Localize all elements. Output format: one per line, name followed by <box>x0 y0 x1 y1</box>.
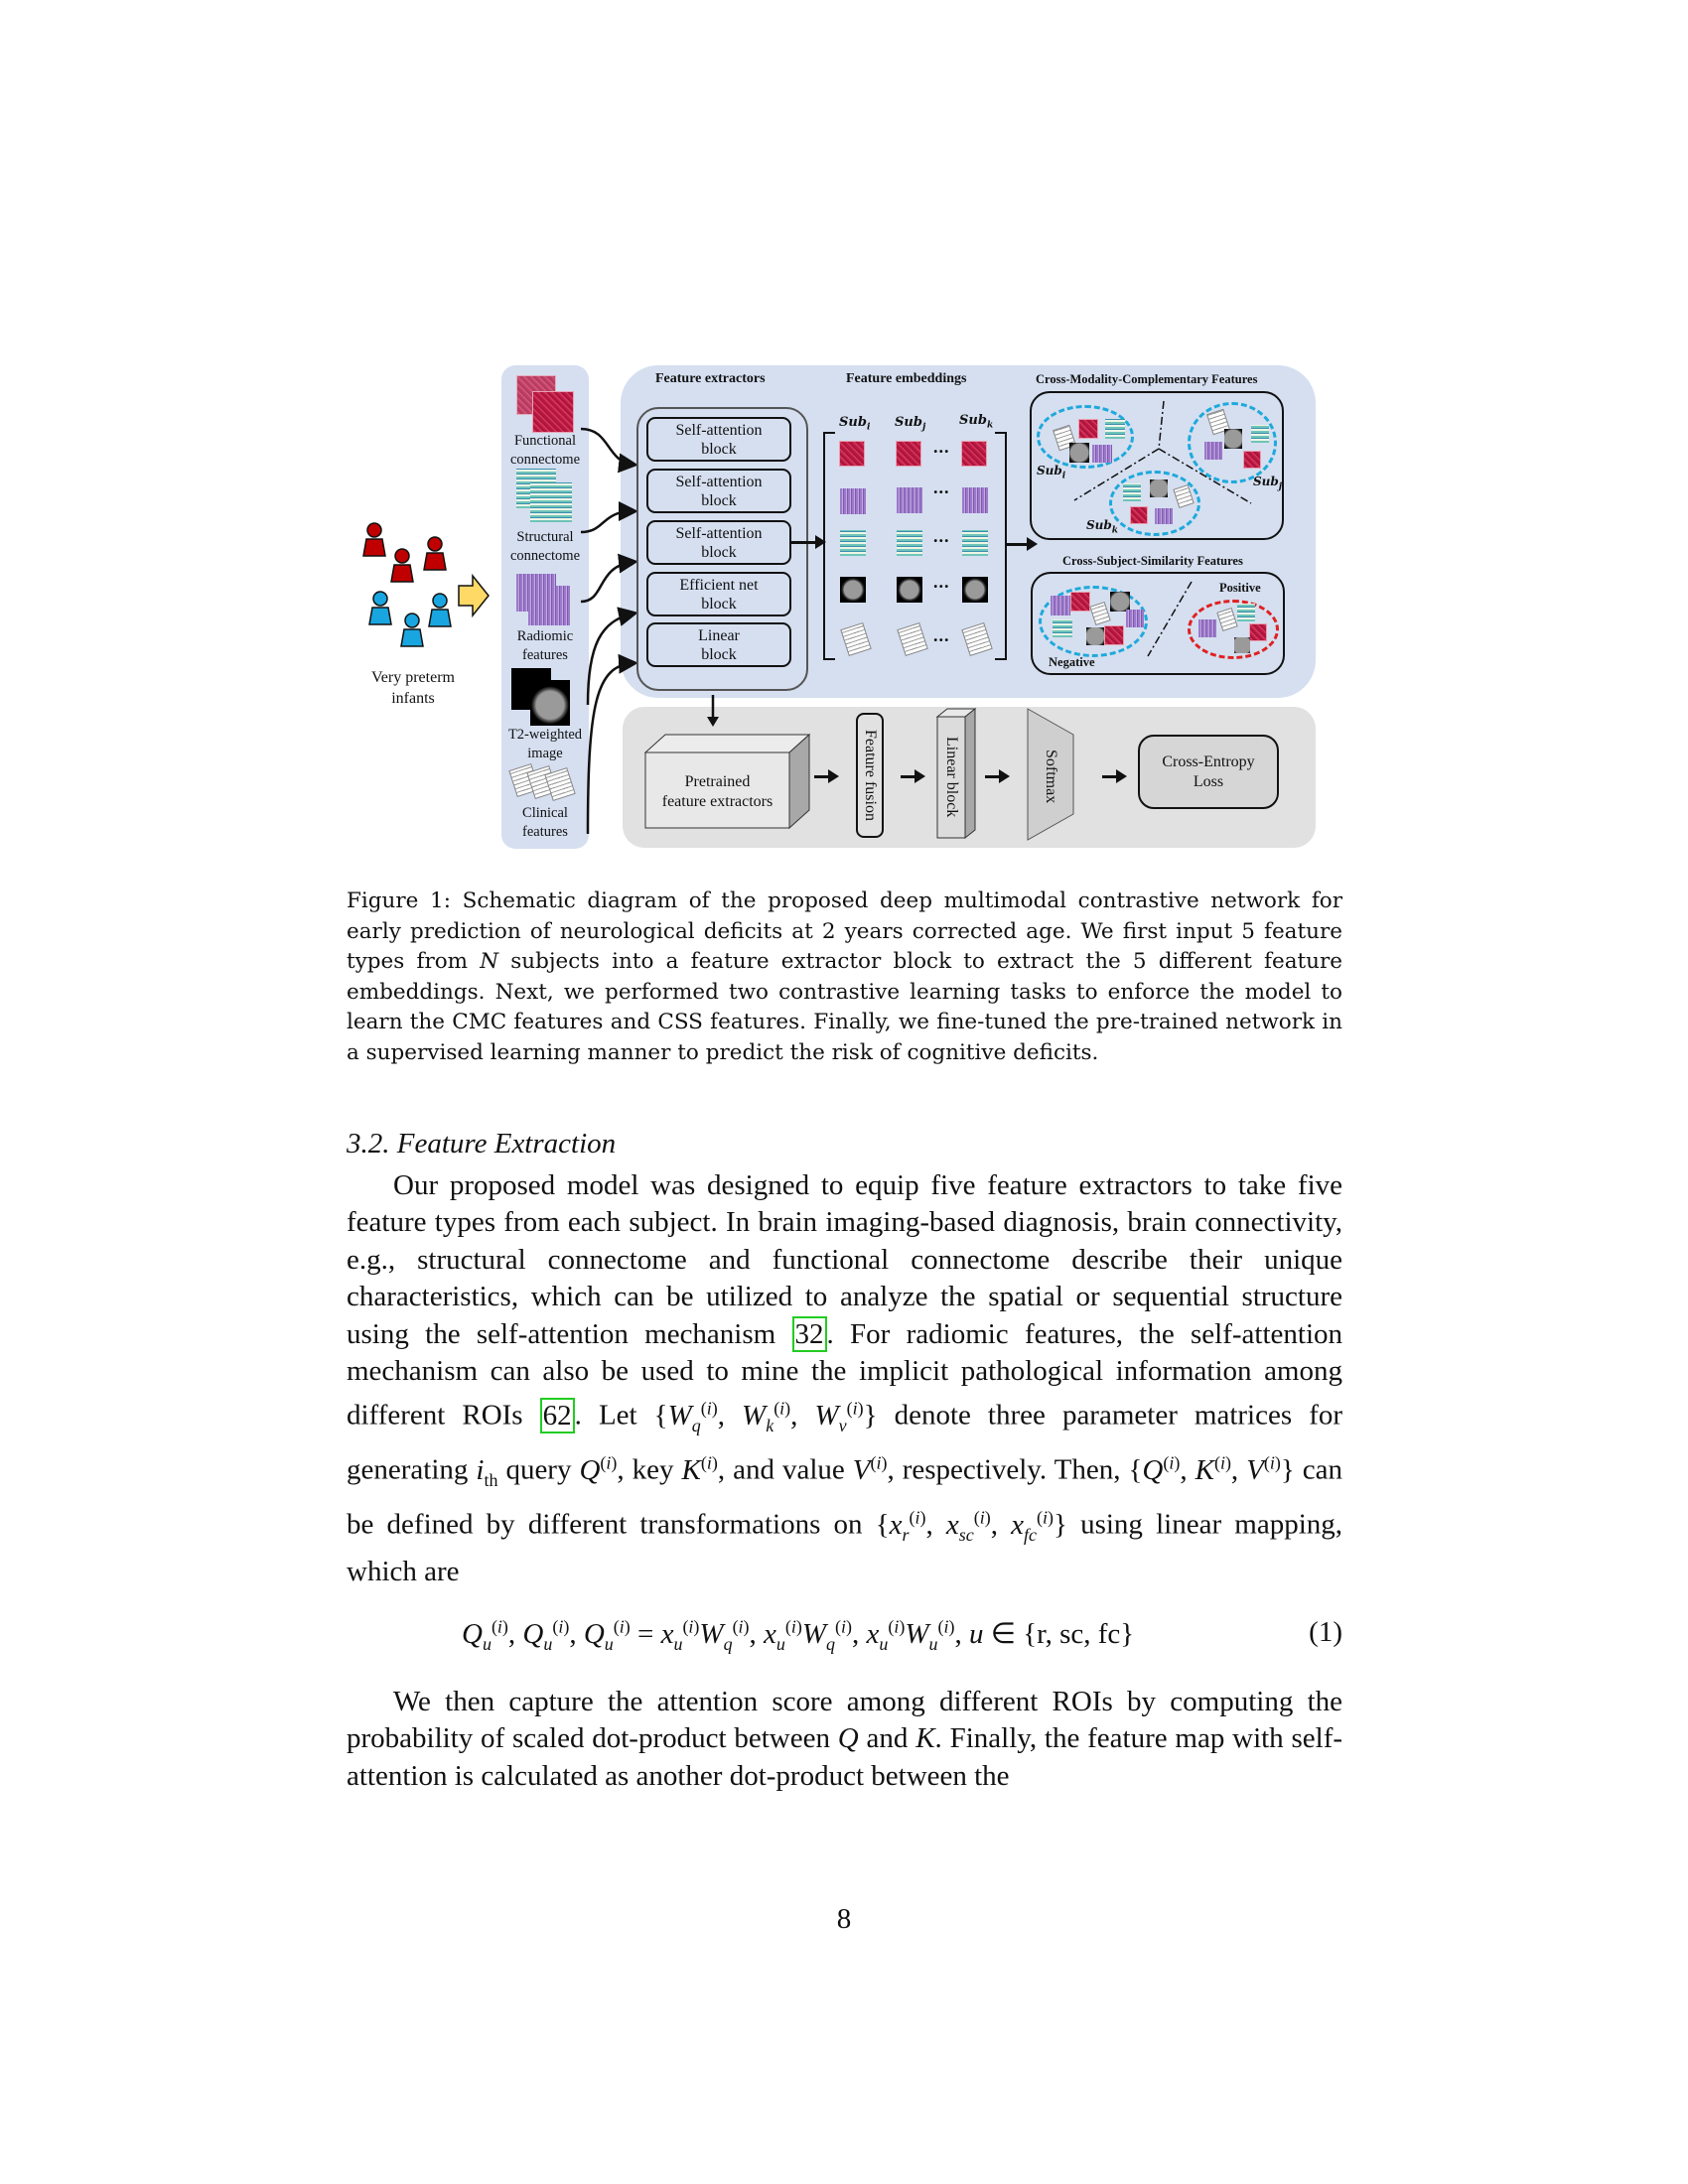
extractor-block-self-attention-2: Self-attention block <box>646 469 791 513</box>
section-title: 3.2. Feature Extraction <box>347 1128 617 1160</box>
sc-icon <box>1251 425 1269 443</box>
subjects-label: Very preterm infants <box>371 669 455 707</box>
ellipsis: ... <box>933 437 950 457</box>
fc-icon <box>1243 451 1261 469</box>
math-qkv-set: {$Q^{(i)}$, $K^{(i)}$, $V^{(i)}$} <box>1128 1452 1295 1486</box>
embedding-subject-i: Sub$_i$ <box>839 415 871 433</box>
equation-body: $Q_u^{(i)}$, $Q_u^{(i)}$, $Q_u^{(i)} = x_u^{(i)}W_q^{(i)}$, $x_u^{(i)}W_q^{(i)}$, $x_u^{(i)}W_u^{(i)}$, u ∈ {r, sc, fc} <box>462 1616 1135 1654</box>
rad-icon <box>1198 619 1216 637</box>
softmax-block <box>1036 717 1065 836</box>
input-label-functional: Functional connectome <box>509 433 581 468</box>
cross-entropy-loss-block: Cross-Entropy Loss <box>1138 735 1279 809</box>
feature-embeddings-title: Feature embeddings <box>846 371 967 386</box>
embedding-t2-i <box>840 577 866 603</box>
caption-var-n: N <box>480 949 499 974</box>
input-label-t2: T2-weighted image <box>507 727 583 761</box>
css-negative-label: Negative <box>1049 655 1095 669</box>
embedding-rad-j <box>897 487 922 513</box>
rad-icon <box>1051 596 1070 615</box>
para-text: can be defined by different transformations on <box>347 1453 1343 1541</box>
linear-block <box>937 717 965 838</box>
caption-text: Schematic diagram of the proposed deep multimodal contrastive network for early prediction of neurological deficits at 2 years corrected age. We first input 5 feature types from <box>347 888 1342 974</box>
arrow-to-embeddings <box>791 541 817 544</box>
sc-icon <box>1053 619 1072 637</box>
caption-text: subjects into a feature extractor block to extract the 5 different feature embeddings. Next, we performed two contrastive learning tasks to enforce the model to learn the CMC features and CSS features. Finally, we fine-tuned the pre-trained network in a supervised learning manner to predict the risk of cognitive deficits. <box>347 949 1342 1065</box>
rad-icon <box>1126 610 1144 627</box>
mri-brain-icon <box>1150 479 1168 497</box>
equation-number: (1) <box>1309 1616 1342 1648</box>
rad-icon <box>1092 445 1112 463</box>
equation-1 <box>347 1616 1342 1660</box>
embedding-sc-j <box>897 530 922 556</box>
math-value: $V^{(i)}$ <box>852 1452 888 1486</box>
linear-block-label: Linear block <box>943 737 960 818</box>
rad-icon <box>1204 442 1222 460</box>
cmc-label-sub-k: Sub$_k$ <box>1086 518 1119 536</box>
math-key: $K^{(i)}$ <box>681 1452 718 1486</box>
embedding-t2-j <box>897 577 922 603</box>
embeddings-bracket-right <box>995 432 1007 660</box>
embedding-subject-k: Sub$_k$ <box>959 413 994 431</box>
math-var-q: Q <box>837 1722 859 1755</box>
mri-brain-icon <box>1224 429 1242 449</box>
extractor-block-self-attention-3: Self-attention block <box>646 520 791 565</box>
infants-people-icon <box>357 516 467 665</box>
input-label-radiomic: Radiomic features <box>516 628 574 663</box>
input-label-clinical: Clinical features <box>522 805 568 840</box>
cmc-title: Cross-Modality-Complementary Features <box>1036 372 1258 386</box>
mri-brain-icon <box>1234 637 1250 653</box>
figure-caption <box>347 887 1342 1068</box>
para-text: . Let <box>574 1400 654 1433</box>
equation-set: {r, sc, fc} <box>1023 1618 1135 1650</box>
embedding-fc-i <box>839 441 865 467</box>
mri-brain-icon <box>530 680 570 726</box>
paragraph-2 <box>347 1684 1342 1795</box>
ellipsis: ... <box>933 478 950 497</box>
fc-icon <box>1078 419 1098 439</box>
ellipsis: ... <box>933 572 950 592</box>
structural-connectome-matrix-icon <box>530 482 572 522</box>
math-query: $Q^{(i)}$ <box>579 1452 618 1486</box>
extractor-block-self-attention-1: Self-attention block <box>646 417 791 462</box>
arrow-to-contrastive <box>1005 543 1029 546</box>
citation-62[interactable]: 62 <box>540 1398 575 1433</box>
arrow-to-fusion <box>814 775 830 778</box>
embedding-subject-j: Sub$_j$ <box>895 415 926 433</box>
mri-brain-icon <box>1086 627 1104 645</box>
embedding-sc-k <box>962 530 988 556</box>
feature-fusion-label: Feature fusion <box>862 730 879 821</box>
para-text: Our proposed model was designed to equip five feature extractors to take five feature types from each subject. In brain imaging-based diagnosis, brain connectivity, e.g., structural connectome and functional connectome describe their unique characteristics, which can be utilized to analyze the spatial or sequential structure using the self-attention mechanism <box>347 1169 1342 1350</box>
input-label-structural: Structural connectome <box>509 529 581 564</box>
math-x-set: {$x_r^{(i)}$, $x_{sc}^{(i)}$, $x_{fc}^{(i)}$} <box>875 1507 1067 1545</box>
para-text: . Finally, the feature map with self-attention is calculated as another dot-product between the <box>347 1722 1343 1792</box>
fc-icon <box>1104 625 1124 645</box>
para-text: , respectively. Then, <box>887 1453 1129 1486</box>
sc-icon <box>1123 483 1141 501</box>
mri-brain-icon <box>1110 592 1130 612</box>
para-text: using linear mapping, which are <box>347 1508 1343 1588</box>
sc-icon <box>1237 604 1255 621</box>
para-text: We then capture the attention score among different ROIs by computing the probability of scaled dot-product between <box>347 1686 1342 1755</box>
embeddings-bracket-left <box>823 432 835 660</box>
pretrained-extractors-label: Pretrained feature extractors <box>661 773 774 810</box>
ellipsis: ... <box>933 625 950 645</box>
fc-icon <box>1070 592 1090 612</box>
functional-connectome-matrix-icon <box>532 391 574 433</box>
paragraph-1 <box>347 1167 1342 1590</box>
citation-32[interactable]: 32 <box>792 1316 827 1352</box>
cmc-label-sub-j: Sub$_j$ <box>1253 475 1283 492</box>
css-title: Cross-Subject-Similarity Features <box>1062 554 1243 568</box>
mri-brain-icon <box>1069 443 1089 463</box>
fc-icon <box>1249 623 1267 641</box>
figure-1 <box>0 0 1688 864</box>
embedding-fc-k <box>961 441 987 467</box>
radiomic-features-icon <box>528 586 570 625</box>
extractor-block-linear: Linear block <box>646 622 791 667</box>
math-i-th: $i_{th}$ <box>476 1453 498 1490</box>
para-text: denote three parameter matrices for generating <box>347 1400 1343 1486</box>
math-weight-set: {$W_q^{(i)}$, $W_k^{(i)}$, $W_v^{(i)}$} <box>653 1398 878 1435</box>
para-text: and <box>858 1722 916 1755</box>
embedding-t2-k <box>962 577 988 603</box>
arrow-to-softmax <box>985 775 1001 778</box>
para-text: , and value <box>717 1453 853 1486</box>
embedding-rad-i <box>840 488 866 514</box>
math-var-k: K <box>915 1722 935 1755</box>
cmc-label-sub-i: Sub$_i$ <box>1037 464 1066 481</box>
embedding-rad-k <box>962 487 988 513</box>
caption-label: Figure 1: <box>347 888 451 913</box>
embedding-fc-j <box>896 441 921 467</box>
sc-icon <box>1105 419 1125 439</box>
embedding-sc-i <box>840 530 866 556</box>
para-text: , key <box>617 1453 682 1486</box>
feature-extractors-title: Feature extractors <box>655 371 766 386</box>
css-positive-label: Positive <box>1219 581 1261 595</box>
ellipsis: ... <box>933 526 950 546</box>
arrow-to-linear <box>901 775 916 778</box>
arrow-down-to-pretrained <box>705 695 721 729</box>
feature-fusion-block <box>856 713 884 838</box>
softmax-label: Softmax <box>1043 749 1059 804</box>
extractor-block-efficientnet: Efficient net block <box>646 572 791 616</box>
arrow-to-loss <box>1102 775 1118 778</box>
para-text: query <box>497 1453 580 1486</box>
rad-icon <box>1155 508 1173 524</box>
input-arrow-icon <box>457 574 491 617</box>
page-number: 8 <box>836 1903 852 1935</box>
fc-icon <box>1130 506 1148 524</box>
para-text: . For radiomic features, the self-attention mechanism can also be used to mine the implicit pathological information among different ROIs <box>347 1317 1342 1433</box>
